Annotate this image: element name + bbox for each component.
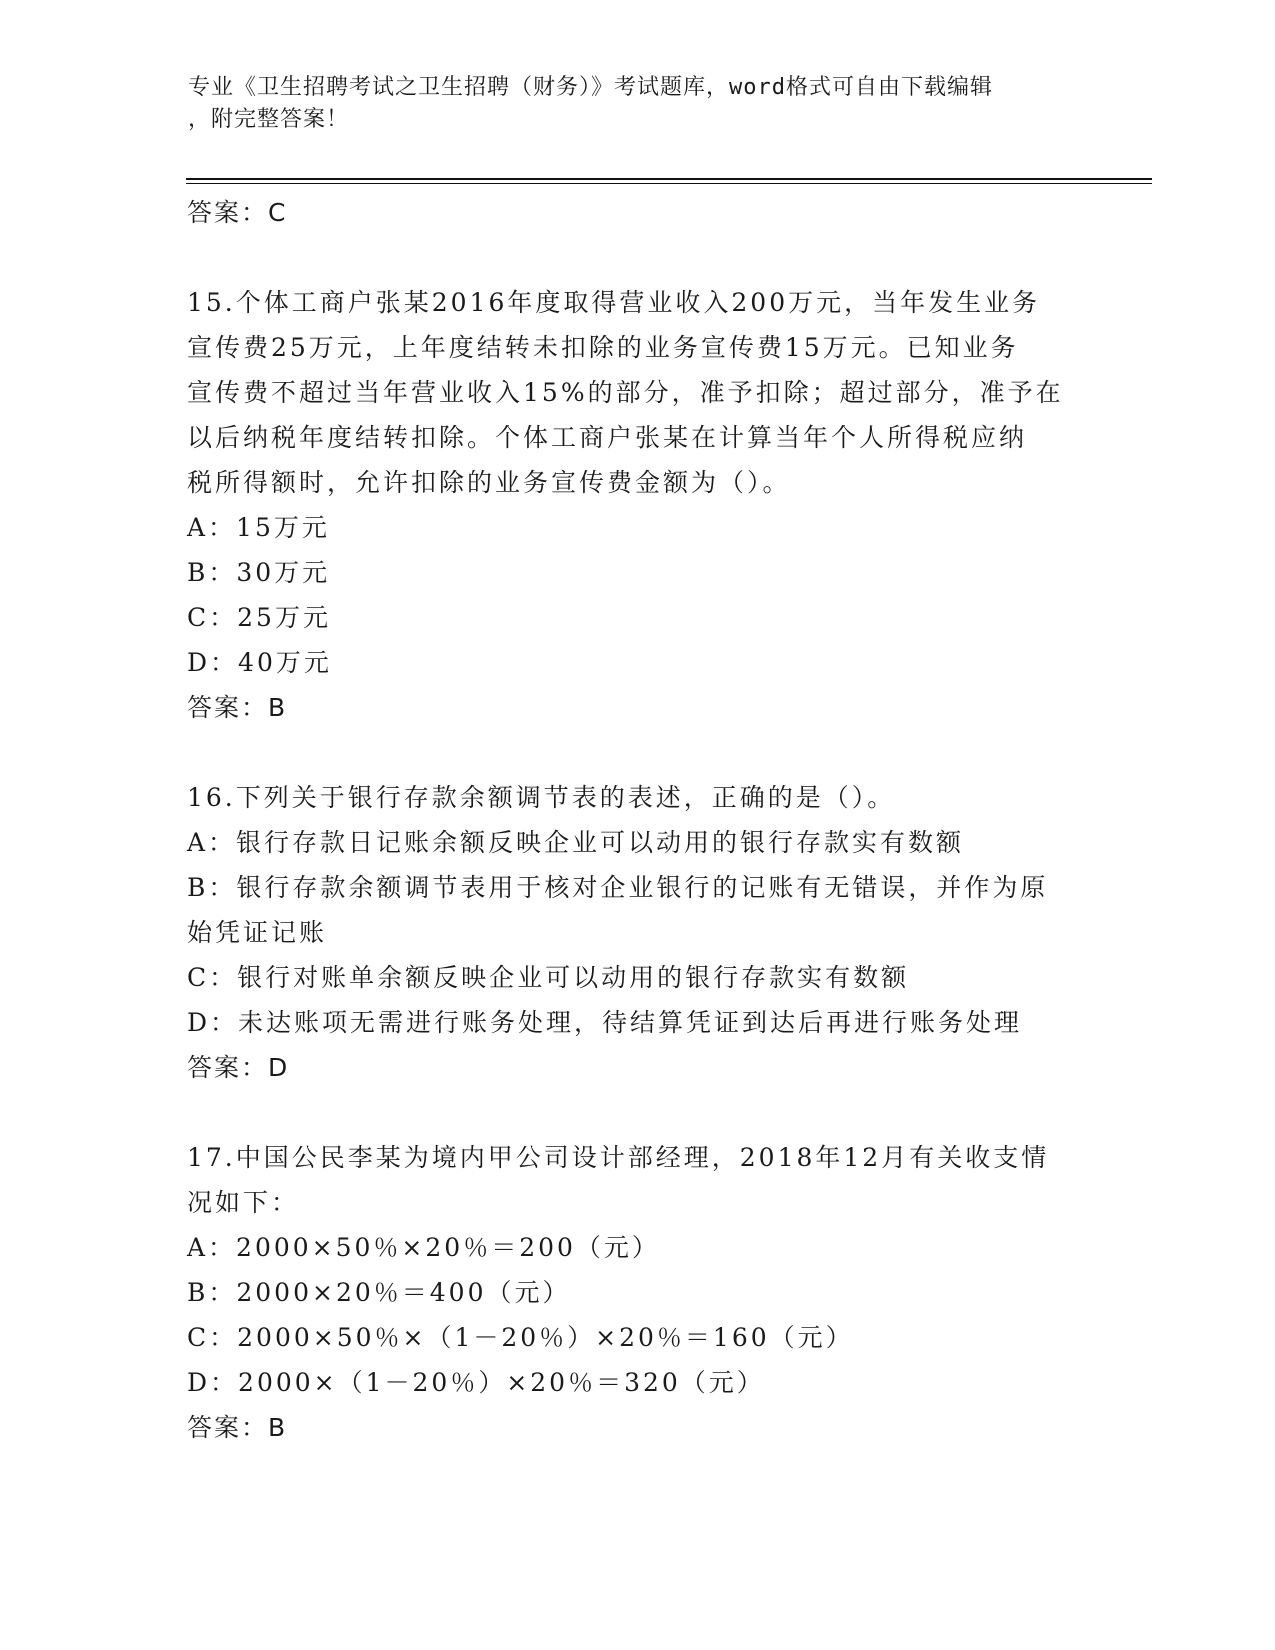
option-c: C：2000×50％×（1－20％）×20％＝160（元） [187, 1323, 854, 1352]
question-16 [187, 775, 1087, 1090]
question-text-line: 况如下： [187, 1188, 300, 1217]
option-a: A：15万元 [187, 513, 330, 542]
option-b-continued: 始凭证记账 [187, 918, 328, 947]
spacer [187, 235, 1087, 280]
document-header [188, 72, 1068, 136]
header-line-2: ，附完整答案！ [188, 107, 350, 132]
answer: 答案：B [187, 1413, 288, 1442]
option-d: D：未达账项无需进行账务处理，待结算凭证到达后再进行账务处理 [187, 1008, 1023, 1037]
question-text-line: 税所得额时，允许扣除的业务宣传费金额为（）。 [187, 468, 791, 497]
question-list [187, 190, 1087, 1450]
option-b: B：2000×20％＝400（元） [187, 1278, 571, 1307]
option-d: D：2000×（1－20％）×20％＝320（元） [187, 1368, 765, 1397]
answer: 答案：B [187, 693, 288, 722]
question-15 [187, 280, 1087, 730]
option-c: C：银行对账单余额反映企业可以动用的银行存款实有数额 [187, 963, 910, 992]
header-divider-thin [186, 183, 1152, 184]
question-17 [187, 1135, 1087, 1450]
spacer [187, 730, 1087, 775]
question-text-line: 17.中国公民李某为境内甲公司设计部经理，2018年12月有关收支情 [187, 1143, 1050, 1172]
header-divider [186, 178, 1152, 180]
header-line-1: 专业《卫生招聘考试之卫生招聘（财务）》考试题库，word格式可自由下载编辑 [188, 75, 993, 100]
spacer [187, 1090, 1087, 1135]
option-b: B：30万元 [187, 558, 331, 587]
question-text-line: 宣传费25万元，上年度结转未扣除的业务宣传费15万元。已知业务 [187, 333, 1019, 362]
question-text-line: 以后纳税年度结转扣除。个体工商户张某在计算当年个人所得税应纳 [187, 423, 1028, 452]
question-text-line: 宣传费不超过当年营业收入15%的部分，准予扣除；超过部分，准予在 [187, 378, 1064, 407]
option-a: A：2000×50％×20％＝200（元） [187, 1233, 660, 1262]
option-a: A：银行存款日记账余额反映企业可以动用的银行存款实有数额 [187, 828, 965, 857]
question-text-line: 15.个体工商户张某2016年度取得营业收入200万元，当年发生业务 [187, 288, 1041, 317]
previous-answer: 答案：C [187, 198, 288, 227]
option-d: D：40万元 [187, 648, 332, 677]
answer: 答案：D [187, 1053, 290, 1082]
option-c: C：25万元 [187, 603, 331, 632]
option-b: B：银行存款余额调节表用于核对企业银行的记账有无错误，并作为原 [187, 873, 1049, 902]
question-text-line: 16.下列关于银行存款余额调节表的表述，正确的是（）。 [187, 783, 896, 812]
